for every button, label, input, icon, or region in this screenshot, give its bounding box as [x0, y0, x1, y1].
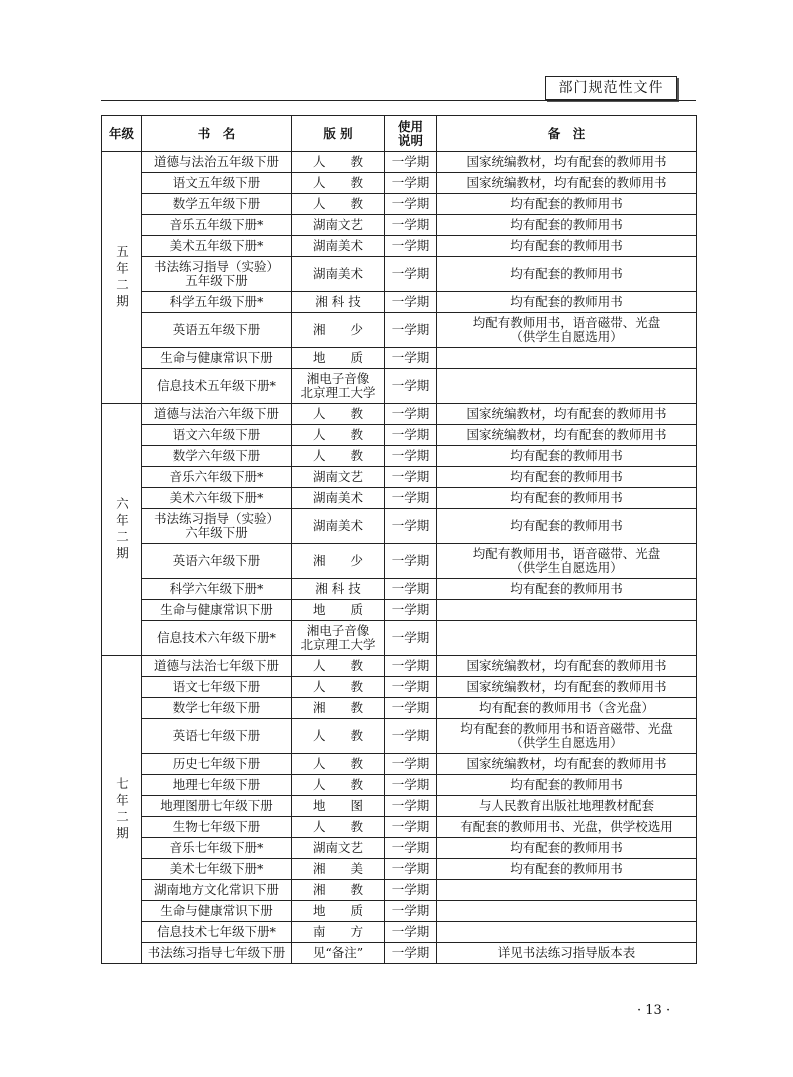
header-remarks: 备 注 — [437, 116, 697, 152]
remarks-cell: 均有配套的教师用书 — [437, 775, 697, 796]
edition-cell: 地 质 — [292, 600, 385, 621]
title-cell: 书法练习指导七年级下册 — [142, 943, 292, 964]
usage-cell: 一学期 — [385, 509, 437, 544]
remarks-cell: 均有配套的教师用书 — [437, 488, 697, 509]
header-usage: 使用说明 — [385, 116, 437, 152]
usage-cell: 一学期 — [385, 901, 437, 922]
table-row — [102, 719, 697, 754]
table-row — [102, 775, 697, 796]
table-row — [102, 901, 697, 922]
usage-cell: 一学期 — [385, 257, 437, 292]
edition-cell: 人 教 — [292, 173, 385, 194]
remarks-cell: 均有配套的教师用书 — [437, 859, 697, 880]
title-cell: 道德与法治七年级下册 — [142, 656, 292, 677]
title-cell: 书法练习指导（实验） 六年级下册 — [142, 509, 292, 544]
section-label: 部门规范性文件 — [545, 76, 677, 100]
table-row — [102, 621, 697, 656]
edition-cell: 湘 美 — [292, 859, 385, 880]
edition-cell: 人 教 — [292, 425, 385, 446]
table-row — [102, 173, 697, 194]
usage-cell: 一学期 — [385, 425, 437, 446]
edition-cell: 湘 科 技 — [292, 292, 385, 313]
remarks-cell: 均有配套的教师用书 — [437, 838, 697, 859]
edition-cell: 湖南美术 — [292, 236, 385, 257]
header-edition: 版 别 — [292, 116, 385, 152]
table-row — [102, 446, 697, 467]
table-header-row — [102, 116, 697, 152]
grade-cell: 七年二期 — [102, 656, 142, 964]
table-row — [102, 922, 697, 943]
table-row — [102, 425, 697, 446]
edition-cell: 湘电子音像 北京理工大学 — [292, 369, 385, 404]
usage-cell: 一学期 — [385, 880, 437, 901]
edition-cell: 人 教 — [292, 446, 385, 467]
usage-cell: 一学期 — [385, 292, 437, 313]
table-row — [102, 257, 697, 292]
remarks-cell: 均有配套的教师用书 — [437, 215, 697, 236]
title-cell: 生命与健康常识下册 — [142, 348, 292, 369]
title-cell: 美术六年级下册* — [142, 488, 292, 509]
usage-cell: 一学期 — [385, 943, 437, 964]
title-cell: 数学六年级下册 — [142, 446, 292, 467]
table-row — [102, 509, 697, 544]
title-cell: 地理七年级下册 — [142, 775, 292, 796]
title-cell: 地理图册七年级下册 — [142, 796, 292, 817]
remarks-cell: 均有配套的教师用书（含光盘） — [437, 698, 697, 719]
remarks-cell: 国家统编教材，均有配套的教师用书 — [437, 754, 697, 775]
remarks-cell: 国家统编教材，均有配套的教师用书 — [437, 677, 697, 698]
table-row — [102, 754, 697, 775]
title-cell: 语文七年级下册 — [142, 677, 292, 698]
edition-cell: 湖南文艺 — [292, 215, 385, 236]
title-cell: 道德与法治五年级下册 — [142, 152, 292, 173]
title-cell: 信息技术七年级下册* — [142, 922, 292, 943]
usage-cell: 一学期 — [385, 446, 437, 467]
usage-cell: 一学期 — [385, 817, 437, 838]
table-row — [102, 348, 697, 369]
table-row — [102, 656, 697, 677]
remarks-cell — [437, 600, 697, 621]
usage-cell: 一学期 — [385, 348, 437, 369]
usage-cell: 一学期 — [385, 621, 437, 656]
table-row — [102, 943, 697, 964]
table-row — [102, 467, 697, 488]
table-row — [102, 838, 697, 859]
usage-cell: 一学期 — [385, 544, 437, 579]
remarks-cell: 均有配套的教师用书 — [437, 579, 697, 600]
table-row — [102, 796, 697, 817]
edition-cell: 人 教 — [292, 775, 385, 796]
edition-cell: 南 方 — [292, 922, 385, 943]
edition-cell: 湘 少 — [292, 313, 385, 348]
usage-cell: 一学期 — [385, 467, 437, 488]
table-body — [102, 152, 697, 964]
edition-cell: 人 教 — [292, 754, 385, 775]
edition-cell: 地 质 — [292, 901, 385, 922]
usage-cell: 一学期 — [385, 579, 437, 600]
title-cell: 生物七年级下册 — [142, 817, 292, 838]
table-row — [102, 880, 697, 901]
remarks-cell: 国家统编教材，均有配套的教师用书 — [437, 404, 697, 425]
grade-cell: 六年二期 — [102, 404, 142, 656]
usage-cell: 一学期 — [385, 719, 437, 754]
edition-cell: 人 教 — [292, 817, 385, 838]
usage-cell: 一学期 — [385, 656, 437, 677]
remarks-cell: 与人民教育出版社地理教材配套 — [437, 796, 697, 817]
remarks-cell — [437, 880, 697, 901]
usage-cell: 一学期 — [385, 194, 437, 215]
title-cell: 语文六年级下册 — [142, 425, 292, 446]
page-number: · 13 · — [637, 1003, 671, 1018]
table-row — [102, 194, 697, 215]
remarks-cell: 均有配套的教师用书 — [437, 194, 697, 215]
title-cell: 语文五年级下册 — [142, 173, 292, 194]
edition-cell: 人 教 — [292, 656, 385, 677]
remarks-cell: 详见书法练习指导版本表 — [437, 943, 697, 964]
usage-cell: 一学期 — [385, 922, 437, 943]
edition-cell: 湘 科 技 — [292, 579, 385, 600]
title-cell: 音乐七年级下册* — [142, 838, 292, 859]
edition-cell: 湖南美术 — [292, 509, 385, 544]
table-row — [102, 817, 697, 838]
header-rule — [101, 100, 696, 101]
title-cell: 英语六年级下册 — [142, 544, 292, 579]
title-cell: 历史七年级下册 — [142, 754, 292, 775]
title-cell: 信息技术六年级下册* — [142, 621, 292, 656]
title-cell: 音乐五年级下册* — [142, 215, 292, 236]
usage-cell: 一学期 — [385, 754, 437, 775]
edition-cell: 地 图 — [292, 796, 385, 817]
remarks-cell: 均有配套的教师用书 — [437, 509, 697, 544]
edition-cell: 地 质 — [292, 348, 385, 369]
title-cell: 数学七年级下册 — [142, 698, 292, 719]
usage-cell: 一学期 — [385, 236, 437, 257]
usage-cell: 一学期 — [385, 404, 437, 425]
table-row — [102, 152, 697, 173]
table-row — [102, 369, 697, 404]
usage-cell: 一学期 — [385, 698, 437, 719]
edition-cell: 人 教 — [292, 152, 385, 173]
remarks-cell: 均配有教师用书，语音磁带、光盘 （供学生自愿选用） — [437, 313, 697, 348]
title-cell: 湖南地方文化常识下册 — [142, 880, 292, 901]
table-row — [102, 488, 697, 509]
table-row — [102, 579, 697, 600]
edition-cell: 湖南美术 — [292, 488, 385, 509]
remarks-cell: 均有配套的教师用书 — [437, 467, 697, 488]
remarks-cell: 均有配套的教师用书和语音磁带、光盘 （供学生自愿选用） — [437, 719, 697, 754]
usage-cell: 一学期 — [385, 600, 437, 621]
remarks-cell: 均有配套的教师用书 — [437, 257, 697, 292]
usage-cell: 一学期 — [385, 775, 437, 796]
title-cell: 英语七年级下册 — [142, 719, 292, 754]
usage-cell: 一学期 — [385, 313, 437, 348]
title-cell: 生命与健康常识下册 — [142, 901, 292, 922]
table-row — [102, 859, 697, 880]
remarks-cell — [437, 621, 697, 656]
table-row — [102, 313, 697, 348]
title-cell: 美术五年级下册* — [142, 236, 292, 257]
edition-cell: 湘 教 — [292, 698, 385, 719]
edition-cell: 人 教 — [292, 719, 385, 754]
remarks-cell: 有配套的教师用书、光盘，供学校选用 — [437, 817, 697, 838]
textbook-table — [101, 115, 697, 964]
table-row — [102, 404, 697, 425]
remarks-cell: 国家统编教材，均有配套的教师用书 — [437, 173, 697, 194]
usage-cell: 一学期 — [385, 859, 437, 880]
remarks-cell: 国家统编教材，均有配套的教师用书 — [437, 152, 697, 173]
remarks-cell — [437, 901, 697, 922]
table-row — [102, 698, 697, 719]
title-cell: 信息技术五年级下册* — [142, 369, 292, 404]
edition-cell: 人 教 — [292, 677, 385, 698]
title-cell: 科学六年级下册* — [142, 579, 292, 600]
usage-cell: 一学期 — [385, 215, 437, 236]
title-cell: 书法练习指导（实验） 五年级下册 — [142, 257, 292, 292]
edition-cell: 见“备注” — [292, 943, 385, 964]
remarks-cell — [437, 348, 697, 369]
table-row — [102, 600, 697, 621]
edition-cell: 湖南文艺 — [292, 838, 385, 859]
usage-cell: 一学期 — [385, 152, 437, 173]
title-cell: 科学五年级下册* — [142, 292, 292, 313]
remarks-cell: 均有配套的教师用书 — [437, 236, 697, 257]
table-row — [102, 236, 697, 257]
title-cell: 数学五年级下册 — [142, 194, 292, 215]
edition-cell: 湖南美术 — [292, 257, 385, 292]
remarks-cell — [437, 922, 697, 943]
table-row — [102, 544, 697, 579]
remarks-cell: 国家统编教材，均有配套的教师用书 — [437, 656, 697, 677]
edition-cell: 人 教 — [292, 194, 385, 215]
grade-cell: 五年二期 — [102, 152, 142, 404]
title-cell: 道德与法治六年级下册 — [142, 404, 292, 425]
table-row — [102, 292, 697, 313]
header-grade: 年级 — [102, 116, 142, 152]
usage-cell: 一学期 — [385, 677, 437, 698]
title-cell: 生命与健康常识下册 — [142, 600, 292, 621]
table-row — [102, 677, 697, 698]
header-title: 书 名 — [142, 116, 292, 152]
remarks-cell — [437, 369, 697, 404]
remarks-cell: 均有配套的教师用书 — [437, 292, 697, 313]
usage-cell: 一学期 — [385, 369, 437, 404]
edition-cell: 湘 教 — [292, 880, 385, 901]
usage-cell: 一学期 — [385, 488, 437, 509]
table-row — [102, 215, 697, 236]
edition-cell: 湘 少 — [292, 544, 385, 579]
usage-cell: 一学期 — [385, 796, 437, 817]
edition-cell: 人 教 — [292, 404, 385, 425]
usage-cell: 一学期 — [385, 173, 437, 194]
title-cell: 英语五年级下册 — [142, 313, 292, 348]
usage-cell: 一学期 — [385, 838, 437, 859]
remarks-cell: 均有配套的教师用书 — [437, 446, 697, 467]
edition-cell: 湘电子音像 北京理工大学 — [292, 621, 385, 656]
title-cell: 音乐六年级下册* — [142, 467, 292, 488]
remarks-cell: 国家统编教材，均有配套的教师用书 — [437, 425, 697, 446]
title-cell: 美术七年级下册* — [142, 859, 292, 880]
remarks-cell: 均配有教师用书，语音磁带、光盘 （供学生自愿选用） — [437, 544, 697, 579]
edition-cell: 湖南文艺 — [292, 467, 385, 488]
